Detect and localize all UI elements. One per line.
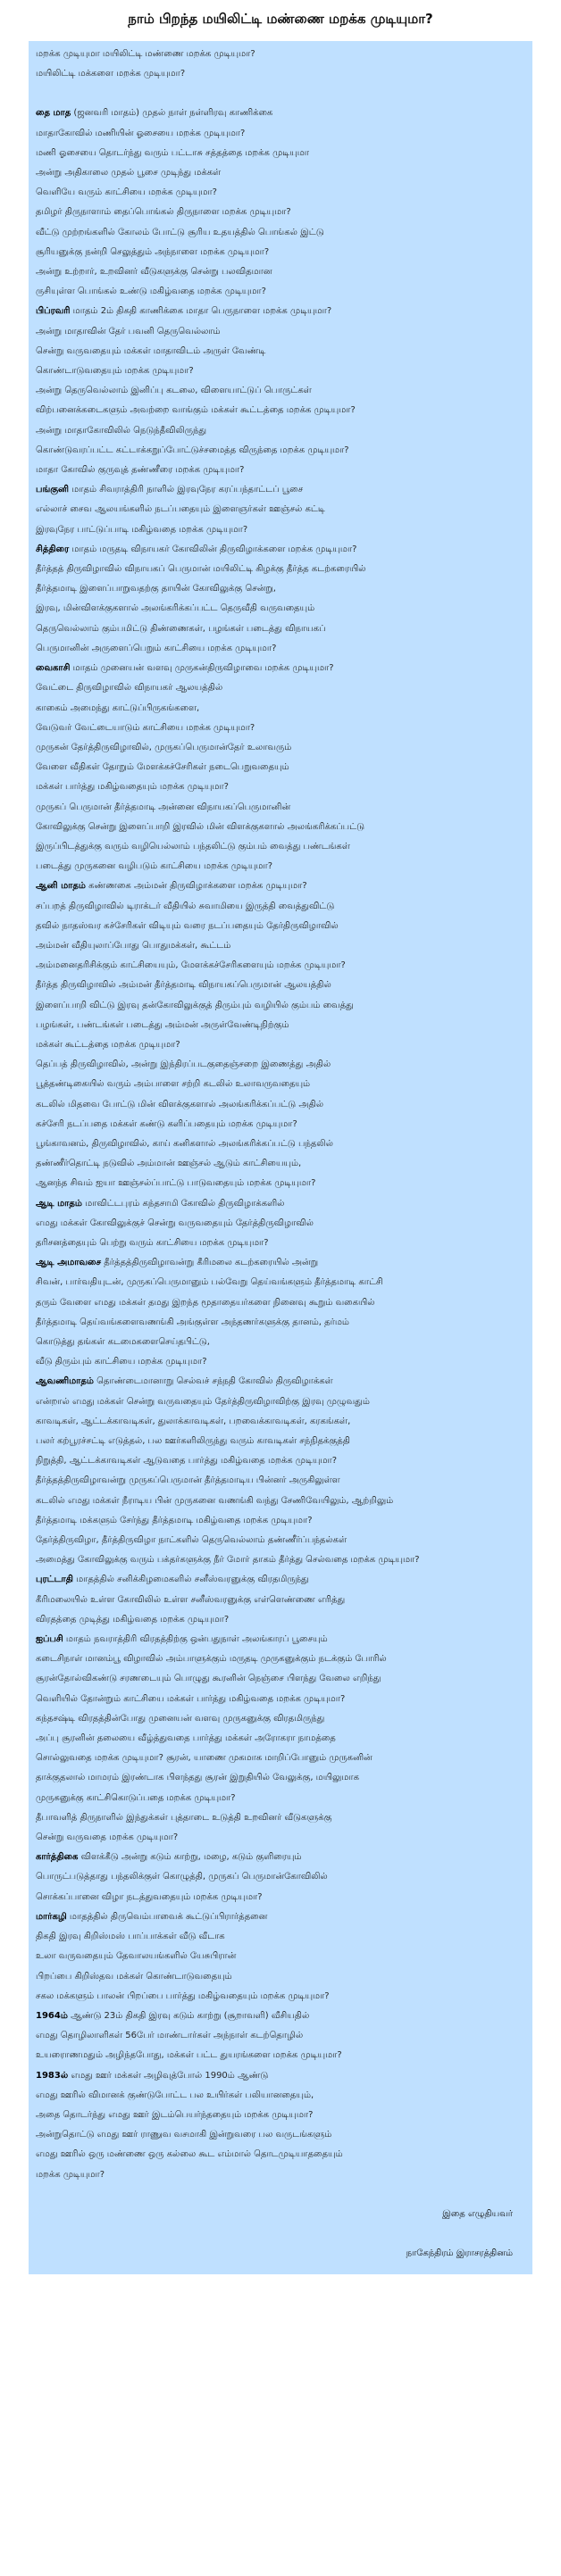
line-text: தீபாவளித் திருநாளில் இந்துக்கள் புத்தாடை உடுத்தி உறவினர் வீடுகளுக்கு <box>36 1812 332 1823</box>
line-text: அன்று மாதாவின் தேர் பவனி தெருவெல்லாம் <box>36 326 221 337</box>
line-text: அன்று மாதாகோவிலில் நெடுந்தீவிலிருந்து <box>36 425 207 436</box>
poem-line <box>36 540 525 560</box>
line-text: சூரியனுக்கு நன்றி செலுத்தும் அந்நாளை மறக்க முடியுமா? <box>36 246 270 257</box>
line-text: இளைப்பாறி விட்டு இரவு தன்கோவிலுக்குத் திரும்பும் வழியில் கும்பம் வைத்து <box>36 1000 354 1010</box>
poem-line <box>36 1967 525 1987</box>
poem-line <box>36 1690 525 1709</box>
poem-line <box>36 441 525 461</box>
month-heading: ஆடி அமாவசை <box>36 1258 102 1268</box>
poem-line <box>36 1927 525 1947</box>
month-heading: கார்த்திகை <box>36 1852 79 1863</box>
poem-line <box>36 877 525 896</box>
poem-line <box>36 262 525 282</box>
poem-line <box>36 639 525 659</box>
poem-line <box>36 2026 525 2046</box>
line-text: அமைத்து கோவிலுக்கு வரும் பக்தர்களுக்கு நீர் மோர் தாகம் தீர்த்து செல்வதை மறக்க முடியுமா? <box>36 1555 420 1566</box>
poem-line <box>36 956 525 976</box>
line-text: பூங்காவனம், திருவிழாவில், காய் கனிகளால் அலங்கரிக்கப்பட்டு பந்தலில் <box>36 1138 333 1149</box>
poem-line <box>36 1055 525 1075</box>
month-heading: ஆவணிமாதம் <box>36 1376 94 1387</box>
poem-line <box>36 1709 525 1729</box>
poem-line <box>36 1591 525 1610</box>
poem-line <box>36 1273 525 1292</box>
line-text: மக்கள் கூட்டத்தை மறக்க முடியுமா? <box>36 1039 180 1050</box>
line-text: மாதம் நவராத்திரி விரதத்திற்கு ஒன்பதுநாள் அலங்காரப் பூசையும் <box>63 1634 328 1645</box>
poem-line <box>36 2066 525 2086</box>
line-text: சென்று வருவதை மறக்க முடியுமா? <box>36 1832 179 1843</box>
poem-line <box>36 1253 525 1273</box>
spacer <box>36 2185 525 2205</box>
line-text: வீட்டு முற்றங்களில் கோலம் போட்டு சூரிய உதயத்தில் பொங்கல் இட்டு <box>36 227 324 237</box>
poem-line <box>36 1432 525 1451</box>
poem-line <box>36 2125 525 2145</box>
poem-line <box>36 2086 525 2106</box>
poem-line <box>36 1789 525 1808</box>
line-text: அப்பு சூரனின் தலையை வீழ்த்துவதை பார்த்து மக்கள் அரோகரா நாமத்தை <box>36 1733 336 1744</box>
line-text: தெப்பத் திருவிழாவில், அன்று இந்திரப்படகுதைஞ்சறை இணைத்து அதில் <box>36 1059 331 1070</box>
line-text: மறக்க முடியுமா? <box>36 2169 105 2180</box>
poem-line <box>36 1075 525 1094</box>
line-text: மணி ஓசையை தொடர்ந்து வரும் பட்டாசு சத்தத்தை மறக்க முடியுமா <box>36 147 309 158</box>
poem-line <box>36 144 525 163</box>
line-text: ருசியுள்ள பொங்கல் உண்டு மகிழ்வதை மறக்க முடியுமா? <box>36 287 266 297</box>
line-text: கந்தசஷ்டி விரதத்தின்போது முனையன் வளவு முருகனுக்கு விரதமிருந்து <box>36 1713 325 1724</box>
line-text: ஆண்டு 23ம் திகதி இரவு கடும் காற்று (சூறாவளி) வீசியதில் <box>67 2010 310 2021</box>
line-text: அம்மன் வீதியுலாப்போது பொதுமக்கள், கூட்டம் <box>36 940 231 951</box>
line-text: கோவிலுக்கு சென்று இளைப்பாறி இரவில் மின் விளக்குகளால் அலங்கரிக்கப்பட்டு <box>36 821 365 832</box>
poem-line <box>36 1095 525 1115</box>
line-text: பொருட்படுத்தாது பந்தலிக்குள் கொழுத்தி, முருகப் பெருமான்கோவிலில் <box>36 1872 328 1882</box>
poem-line <box>36 1511 525 1531</box>
poem-line <box>36 124 525 144</box>
line-text: முருகப் பெருமான் தீர்த்தமாடி அன்னை விநாயகப்பெருமானின் <box>36 802 291 812</box>
poem-line <box>36 2145 525 2165</box>
line-text: மாதம் மருதடி விநாயகர் கோவிலின் திருவிழாக்களை மறக்க முடியுமா? <box>69 544 357 554</box>
line-text: கச்சேரி நடப்பதை மக்கள் கண்டு களிப்பதையும் மறக்க முடியுமா? <box>36 1118 297 1129</box>
poem-line <box>36 2046 525 2065</box>
month-heading: ஆடி மாதம் <box>36 1198 82 1209</box>
poem-line <box>36 1749 525 1768</box>
line-text: சப்பறத் திருவிழாவில் டிராக்டர் வீதியில் சுவாமியை இருத்தி வைத்துவிட்டு <box>36 901 335 911</box>
poem-line <box>36 1035 525 1055</box>
line-text: பிறப்பை கிறிஸ்தவ மக்கள் கொண்டாடுவதையும் <box>36 1971 232 1982</box>
poem-line <box>36 1492 525 1511</box>
poem-line <box>36 1214 525 1234</box>
line-text: தரும் வேளை எமது மக்கள் தமது இறந்த மூதாதையர்களை நினைவு கூறும் வகையில் <box>36 1297 375 1308</box>
poem-line <box>36 1293 525 1313</box>
poem-line <box>36 1828 525 1848</box>
line-text: எமது ஊரில் விமானக் குண்டுபோட்ட பல உயிர்கள் பலியானதையும், <box>36 2090 314 2100</box>
line-text: எமது மக்கள் கோவிலுக்குச் சென்று வருவதையும் தேர்த்திருவிழாவில் <box>36 1217 314 1228</box>
month-heading: வைகாசி <box>36 663 71 674</box>
line-text: வேட்டை திருவிழாவில் விநாயகர் ஆலயத்தில் <box>36 683 223 694</box>
line-text: தேர்த்திருவிழா, தீர்த்திருவிழா நாட்களில் தெருவெல்லாம் தண்ணீர்ப்பந்தல்கள் <box>36 1535 347 1546</box>
credit-label: இதை எழுதியவர் <box>442 2208 513 2219</box>
line-text: தொண்டைமானாறு செல்வச் சந்நதி கோவில் திருவிழாக்கள் <box>93 1376 333 1387</box>
page-title: நாம் பிறந்த மயிலிட்டி மண்ணை மறக்க முடியுமா? <box>128 11 433 27</box>
line-text: கடலில் எமது மக்கள் நீராடிய பின் முருகனை வணங்கி வந்து சேணிவேயிலும், ஆற்றிலும் <box>36 1495 394 1506</box>
spacer <box>36 2224 525 2244</box>
poem-line <box>36 461 525 480</box>
line-text: திகதி இரவு கிறிஸ்மஸ் பாப்பாக்கள் வீடு வீடாக <box>36 1932 225 1942</box>
line-text: விரதத்தை முடித்து மகிழ்வதை மறக்க முடியுமா? <box>36 1614 230 1625</box>
poem-line <box>36 1194 525 1214</box>
poem-line <box>36 302 525 321</box>
poem-line <box>36 401 525 420</box>
line-text: மாதத்தில் சனிக்கிழமைகளில் சனீஸ்வரனுக்கு விரதமிருந்து <box>72 1575 309 1585</box>
poem-line <box>36 1154 525 1174</box>
poem-line <box>36 1848 525 1867</box>
month-heading: 1964ம் <box>36 2010 68 2021</box>
month-heading: 1983ல் <box>36 2070 69 2081</box>
poem-line <box>36 1808 525 1828</box>
line-text: கடைசிநாள் மானம்பூ விழாவில் அம்பாளுக்கும் மருதடி முருகனுக்கும் நடக்கும் போரில் <box>36 1654 387 1665</box>
line-text: (ஜனவரி மாதம்) முதல் நாள் நள்ளிரவு காணிக்கை <box>71 108 273 119</box>
line-text: அதை தொடர்ந்து எமது ஊர் இடம்பெயர்ந்ததையும் மறக்க முடியுமா? <box>36 2109 314 2120</box>
line-text: முருகனுக்கு காட்சிகொடுப்பதை மறக்க முடியுமா? <box>36 1792 236 1803</box>
poem-line <box>36 619 525 639</box>
poem-line <box>36 1372 525 1392</box>
poem-line <box>36 1669 525 1689</box>
line-text: கொடுத்து தங்கள் கடமைகளைசெய்தபிட்டு, <box>36 1337 210 1347</box>
poem-line <box>36 282 525 302</box>
blank-line <box>36 84 525 104</box>
line-text: எமது தொழிலாளிகள் 56பேர் மாண்டார்கள் அந்நாள் கடற்தொழில் <box>36 2031 304 2041</box>
poem-line <box>36 897 525 917</box>
poem-line <box>36 1907 525 1927</box>
line-text: கண்ணகை அம்மன் திருவிழாக்களை மறக்க முடியுமா? <box>85 881 307 892</box>
line-text: மாவிட்டபுரம் கந்தசாமி கோவில் திருவிழாக்களில் <box>81 1198 285 1209</box>
poem-line <box>36 243 525 262</box>
poem-line <box>36 322 525 342</box>
poem-line <box>36 2165 525 2185</box>
line-text: வேளை வீதிகள் தோறும் மேளக்கச்சேரிகள் நடைபெறுவதையும் <box>36 762 289 773</box>
poem-line <box>36 1471 525 1491</box>
line-text: அம்மனைதரிசிக்கும் காட்சியையும், மேளக்கச்சேரிகளையும் மறக்க முடியுமா? <box>36 960 346 971</box>
poem-line <box>36 2007 525 2026</box>
line-text: விற்பனைக்கடைகளும் அவற்றை வாங்கும் மக்கள் கூட்டத்தை மறக்க முடியுமா? <box>36 405 356 416</box>
line-text: வீடு திரும்பும் காட்சியை மறக்க முடியுமா? <box>36 1357 207 1367</box>
line-text: கொண்டாடுவதையும் மறக்க முடியுமா? <box>36 366 194 377</box>
poem-line <box>36 560 525 579</box>
line-text: மாதா கோவில் குருவுத் தண்ணீரை மறக்க முடியுமா? <box>36 465 245 476</box>
line-text: எல்லாச் சைவ ஆலயங்களில் நடப்பதையும் இளைஞர்கள் ஊஞ்சல் கட்டி <box>36 504 325 515</box>
line-text: எமது ஊரில் ஒரு மண்ணை ஒரு கல்லை கூட எம்மால் தொடமுடியாததையும் <box>36 2149 343 2160</box>
line-text: மாதம் 2ம் திகதி காணிக்கை மாதா பெருநாளை மறக்க முடியுமா? <box>70 306 332 317</box>
line-text: இருப்பிடத்துக்கு வரும் வழியெல்லாம் பந்தலிட்டு கும்பம் வைத்து பண்டங்கள் <box>36 841 350 852</box>
line-text: பூத்தண்டிகையில் வரும் அம்பாளை சற்றி கடலில் உலாவருவதையும் <box>36 1079 311 1090</box>
poem-line <box>36 1531 525 1550</box>
poem-line <box>36 520 525 540</box>
poem-line <box>36 857 525 877</box>
line-text: வெளியே வரும் காட்சியை மறக்க முடியுமா? <box>36 187 217 198</box>
line-text: கீரிமலையில் உள்ள கோவிலில் உள்ள சனீஸ்வரனுக்கு எள்ளெண்ணை எரித்து <box>36 1594 346 1605</box>
line-text: உயரைாணமதும் அழிந்தபோது, மக்கள் பட்ட துயரங்களை மறக்க முடியுமா? <box>36 2050 342 2061</box>
line-text: மாதம் முனையன் வளவு முருகன்திருவிழாவை மறக்க முடியுமா? <box>70 663 334 674</box>
line-text: காவடிகள், ஆட்டக்காவடிகள், துலாக்காவடிகள், பறவைக்காவடிகள், கரகங்கள், <box>36 1416 351 1426</box>
poem-line <box>36 1451 525 1471</box>
poem-line <box>36 1134 525 1154</box>
line-text: சென்று வருவதையும் மக்கள் மாதாவிடம் அருள் வேண்டி <box>36 345 266 356</box>
line-text: தவில் நாதஸ்வர கச்சேரிகள் விடியும் வரை நடப்பதையும் தேர்திருவிழாவில் <box>36 920 339 931</box>
line-text: காகைம் அமைந்து காட்டுப்பிருகங்களை, <box>36 702 200 713</box>
month-heading: சித்திரை <box>36 544 70 554</box>
poem-line <box>36 1234 525 1253</box>
poem-line <box>36 1649 525 1669</box>
line-text: விளக்கீடு அன்று கடும் காற்று, மழை, கடும் குளிரையும் <box>78 1852 302 1863</box>
poem-line <box>36 203 525 222</box>
month-heading: புரட்டாதி <box>36 1575 73 1585</box>
poem-line <box>36 223 525 243</box>
month-heading: ஆனி மாதம் <box>36 881 86 892</box>
line-text: வேடுவர் வேட்டையாடும் காட்சியை மறக்க முடியுமா? <box>36 722 255 733</box>
line-text: தீர்த்தத்திருவிழாவன்று முருகப்பெருமான் தீர்த்தமாடிய பின்னர் அருகிலுள்ள <box>36 1475 340 1486</box>
line-text: மக்கள் பார்த்து மகிழ்வதையும் மறக்க முடியுமா? <box>36 782 229 793</box>
poem-line <box>36 659 525 678</box>
poem-line <box>36 1888 525 1907</box>
line-text: படைத்து முருகனை வழிபடும் காட்சியை மறக்க முடியுமா? <box>36 861 273 872</box>
line-text: சகல மக்களும் பாலன் பிறப்பை பார்த்து மகிழ்வதையும் மறக்க முடியுமா? <box>36 1990 330 2001</box>
poem-line <box>36 163 525 183</box>
poem-line <box>36 1570 525 1590</box>
poem-panel <box>29 41 532 2274</box>
poem-line <box>36 1867 525 1887</box>
line-text: முருகன் தேர்த்திருவிழாவில், முருகப்பெருமான்தேர் உலாவரும் <box>36 742 292 752</box>
poem-line <box>36 2106 525 2125</box>
line-text: கடலில் மிதவை போட்டு மின் விளக்குகளால் அலங்கரிக்கப்பட்டு அதில் <box>36 1099 324 1109</box>
line-text: பெருமானின் அருளைப்பெறும் காட்சியை மறக்க முடியுமா? <box>36 643 277 653</box>
poem-line <box>36 579 525 599</box>
line-text: அன்று உற்றார், உறவினர் வீடுகளுக்கு சென்று பலவிதமான <box>36 267 272 278</box>
poem-line <box>36 1610 525 1630</box>
line-text: சிவன், பார்வதியுடன், முருகப்பெருமானும் பல்வேறு தெய்வங்களும் தீர்த்தமாடி காட்சி <box>36 1277 383 1288</box>
line-text: அன்று தெருவெல்லாம் இனிப்பு கடலை, விளையாட்டுப் பொருட்கள் <box>36 386 312 396</box>
line-text: ஆனந்த சிவம் ஐயா ஊஞ்சல்ப்பாட்டு பாடுவதையும் மறக்க முடியுமா? <box>36 1178 316 1189</box>
poem-line <box>36 45 525 64</box>
line-text: எமது ஊர் மக்கள் அழிவுத்போல் 1990ம் ஆண்டு <box>68 2070 269 2081</box>
line-text: மயிலிட்டி மக்களை மறக்க முடியுமா? <box>36 69 186 79</box>
poem-line <box>36 1352 525 1372</box>
line-text: நிறுத்தி, ஆட்டக்காவடிகள் ஆடுவதை பார்த்து மகிழ்வதை மறக்க முடியுமா? <box>36 1456 338 1467</box>
line-text: வெளியில் தோன்றும் காட்சியை மக்கள் பார்த்து மகிழ்வதை மறக்க முடியுமா? <box>36 1693 346 1704</box>
month-heading: பிப்ரவரி <box>36 306 71 317</box>
line-text: இரவுநேர பாட்டுப்பாடி மகிழ்வதை மறக்க முடியுமா? <box>36 524 248 535</box>
line-text: சூரன்தோல்விகண்டு சரணடையும் பொழுது கூரனின் நெஞ்சை பிளந்து வேலை எறிந்து <box>36 1674 381 1684</box>
poem-line <box>36 798 525 818</box>
line-text: கொண்டுவரப்பட்ட கட்டாக்கறுப்போட்டுச்சமைத்த விருந்தை மறக்க முடியுமா? <box>36 445 349 455</box>
line-text: தாக்குதலால் மாமரம் இரண்டாக பிளந்தது சூரன் இறுதியில் வேலுக்கு, மயிலுமாக <box>36 1773 359 1783</box>
line-text: தரிசனத்தையும் பெற்று வரும் காட்சியை மறக்க முடியுமா? <box>36 1237 269 1248</box>
poem-line <box>36 758 525 777</box>
poem-line <box>36 104 525 123</box>
line-text: தண்ணீர்தொட்டி நடுவில் அம்மான் ஊஞ்சல் ஆடும் காட்சியையும், <box>36 1159 302 1169</box>
poem-line <box>36 1768 525 1788</box>
author-name: நாகேந்திரம் இராசரத்தினம் <box>406 2248 513 2258</box>
poem-line <box>36 1016 525 1035</box>
line-text: பழங்கள், பண்டங்கள் படைத்து அம்மன் அருள்வேண்டிநிற்கும் <box>36 1019 289 1030</box>
line-text: அன்று அதிகாலை முதல் பூசை முடிந்து மக்கள் <box>36 168 222 179</box>
month-heading: தை மாத <box>36 108 71 119</box>
poem-line <box>36 976 525 995</box>
line-text: தீர்த்தமாடி இளைப்பாறுவதற்கு தாயின் கோவிலுக்கு சென்று, <box>36 584 276 594</box>
line-text: தீர்த்தமாடி தெய்வங்களைவணங்கி அங்குள்ள அந்தணர்களுக்கு தானம், தர்மம் <box>36 1317 349 1327</box>
poem-line <box>36 1987 525 2007</box>
line-text: என்றால் எமது மக்கள் சென்று வருவதையும் தேர்த்திருவிழாவிற்கு இரவு முழுவதும் <box>36 1396 370 1407</box>
poem-line <box>36 818 525 837</box>
poem-line <box>36 917 525 936</box>
poem-line <box>36 777 525 797</box>
line-text: மாதாகோவில் மணியின் ஓசையை மறக்க முடியுமா? <box>36 128 246 138</box>
poem-line <box>36 738 525 758</box>
poem-line <box>36 719 525 738</box>
poem-line <box>36 1174 525 1193</box>
line-text: அன்றுதொட்டு எமது ஊர் ராணுவ வசமாகி இன்றுவரை பல வருடங்களும் <box>36 2130 332 2140</box>
poem-line <box>36 1412 525 1432</box>
line-text: மாதத்தில் திருவெம்பாவைக் கூட்டுப்பிரார்த்தனை <box>66 1911 268 1922</box>
month-heading: பங்குனி <box>36 485 69 495</box>
line-text: தெருவெல்லாம் கும்பமிட்டு திண்ணைகள், பழங்கள் படைத்து விநாயகப் <box>36 623 326 634</box>
line-text: தமிழர் திருநாளாம் தைப்பொங்கல் திருநாளை மறக்க முடியுமா? <box>36 207 291 218</box>
line-text: மாதம் சிவராத்திரி நாளில் இரவுநேர கரப்பந்தாட்டப் பூசை <box>69 485 304 495</box>
poem-line <box>36 1333 525 1352</box>
line-text: சொல்லுவதை மறக்க முடியுமா? சூரன், யாணை முகமாக மாறிப்போனும் முருகனின் <box>36 1753 373 1764</box>
line-text: மறக்க முடியுமா மயிலிட்டி மண்ணை மறக்க முடியுமா? <box>36 49 255 59</box>
poem-line <box>36 1550 525 1570</box>
poem-line <box>36 1729 525 1749</box>
poem-line <box>36 361 525 381</box>
poem-line <box>36 1630 525 1649</box>
line-text: பலர் கற்பூரச்சட்டி எடுத்தல், பல ஊர்களிலிருந்து வரும் காவடிகள் சந்நிதக்குத்தி <box>36 1436 350 1447</box>
line-text: தீர்த்த திருவிழாவில் அம்மன் தீர்த்தமாடி விநாயகப்பெருமான் ஆலயத்தில் <box>36 980 331 991</box>
poem-line <box>36 837 525 857</box>
line-text: தீர்த்தமாடி மக்களும் சேர்ந்து தீர்த்தமாடி மகிழ்வதை மறக்க முடியுமா? <box>36 1515 313 1525</box>
poem-line <box>36 1947 525 1966</box>
line-text: தீர்த்தத்திருவிழாவன்று கீரிமலை கடற்கரையில் அன்று <box>101 1258 319 1268</box>
poem-line <box>36 480 525 500</box>
month-heading: ஐப்பசி <box>36 1634 63 1645</box>
poem-line <box>36 183 525 203</box>
poem-line <box>36 64 525 84</box>
line-text: இரவு, மின்விளக்குகளால் அலங்கரிக்கப்பட்ட தெருவீதி வருவதையும் <box>36 603 315 614</box>
poem-line <box>36 1115 525 1134</box>
poem-line <box>36 936 525 956</box>
poem-line <box>36 699 525 719</box>
line-text: தீர்த்தத் திருவிழாவில் விநாயகப் பெருமான் மயிலிட்டி கிழக்கு தீர்த்த கடற்கரையில் <box>36 564 366 575</box>
poem-line <box>36 678 525 698</box>
line-text: உலா வருவதையும் தேவாலயங்களில் யேசுபிரான் <box>36 1951 237 1962</box>
month-heading: மார்கழி <box>36 1911 67 1922</box>
poem-line <box>36 996 525 1016</box>
poem-line <box>36 1392 525 1412</box>
poem-line <box>36 599 525 619</box>
poem-line <box>36 421 525 441</box>
poem-line <box>36 342 525 361</box>
line-text: சொக்கப்பானை விழா நடத்துவதையும் மறக்க முடியுமா? <box>36 1891 263 1902</box>
poem-line <box>36 500 525 519</box>
poem-line <box>36 1313 525 1333</box>
poem-line <box>36 381 525 401</box>
